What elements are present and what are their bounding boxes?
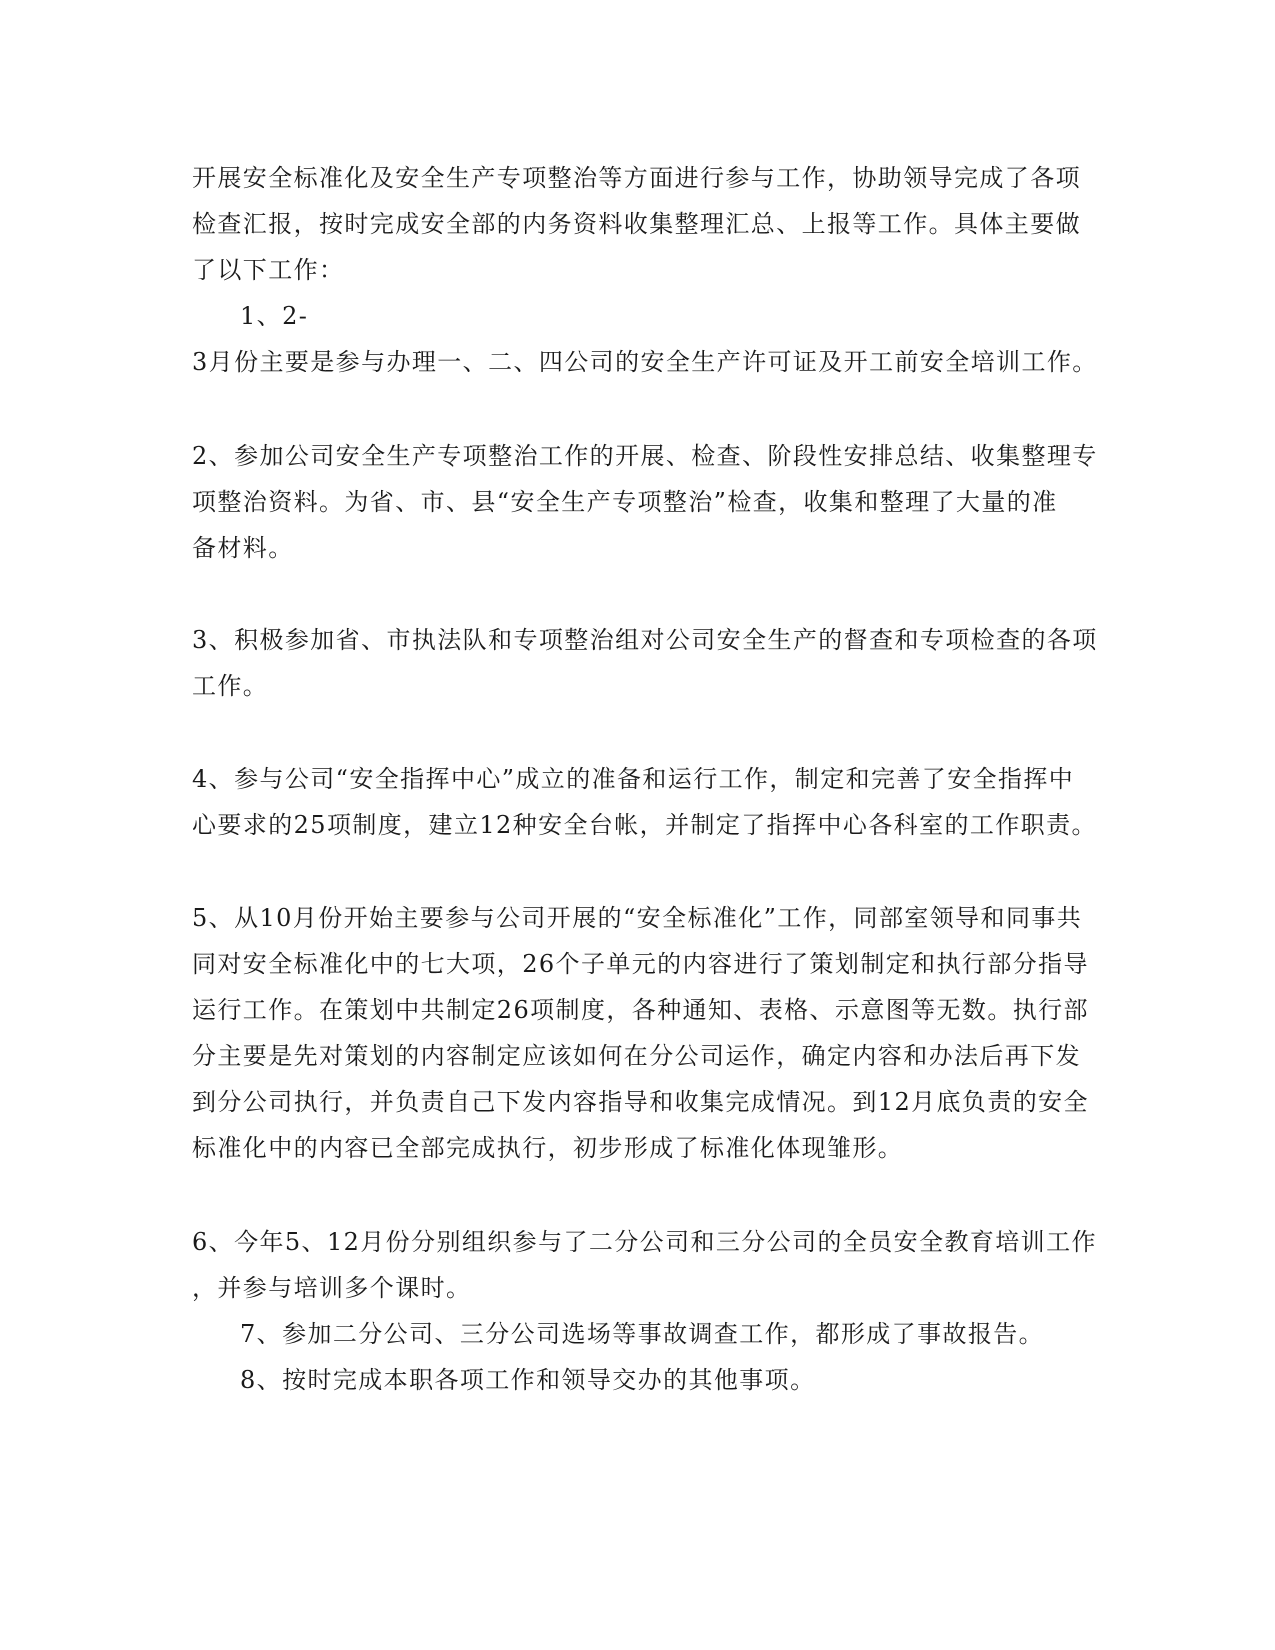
paragraph-line: 开展安全标准化及安全生产专项整治等方面进行参与工作，协助领导完成了各项 (192, 164, 1081, 192)
list-item-2-line: 2、参加公司安全生产专项整治工作的开展、检查、阶段性安排总结、收集整理专 (192, 442, 1098, 470)
list-item-1-text: 3月份主要是参与办理一、二、四公司的安全生产许可证及开工前安全培训工作。 (192, 348, 1098, 376)
list-item-7-line: 7、参加二分公司、三分公司选场等事故调查工作，都形成了事故报告。 (240, 1320, 1045, 1348)
list-item-4-line: 心要求的25项制度，建立12种安全台帐，并制定了指挥中心各科室的工作职责。 (192, 811, 1097, 839)
list-item-3-line: 3、积极参加省、市执法队和专项整治组对公司安全生产的督查和专项检查的各项 (192, 626, 1098, 654)
list-item-6-line: 6、今年5、12月份分别组织参与了二分公司和三分公司的全员安全教育培训工作 (192, 1228, 1097, 1256)
list-item-5-line: 分主要是先对策划的内容制定应该如何在分公司运作，确定内容和办法后再下发 (192, 1042, 1081, 1070)
paragraph-line: 了以下工作： (192, 256, 345, 284)
list-item-8-line: 8、按时完成本职各项工作和领导交办的其他事项。 (240, 1366, 816, 1394)
list-item-6-line: ，并参与培训多个课时。 (192, 1274, 472, 1302)
list-item-1-heading: 1、2- (240, 302, 309, 330)
list-item-5-line: 同对安全标准化中的七大项，26个子单元的内容进行了策划制定和执行部分指导 (192, 950, 1089, 978)
list-item-5-line: 运行工作。在策划中共制定26项制度，各种通知、表格、示意图等无数。执行部 (192, 996, 1089, 1024)
list-item-5-line: 5、从10月份开始主要参与公司开展的“安全标准化”工作，同部室领导和同事共 (192, 904, 1083, 932)
list-item-2-line: 备材料。 (192, 534, 294, 562)
list-item-5-line: 标准化中的内容已全部完成执行，初步形成了标准化体现雏形。 (192, 1134, 904, 1162)
list-item-3-line: 工作。 (192, 672, 269, 700)
list-item-2-line: 项整治资料。为省、市、县“安全生产专项整治”检查，收集和整理了大量的准 (192, 488, 1058, 516)
list-item-5-line: 到分公司执行，并负责自己下发内容指导和收集完成情况。到12月底负责的安全 (192, 1088, 1089, 1116)
paragraph-line: 检查汇报，按时完成安全部的内务资料收集整理汇总、上报等工作。具体主要做 (192, 210, 1081, 238)
list-item-4-line: 4、参与公司“安全指挥中心”成立的准备和运行工作，制定和完善了安全指挥中 (192, 765, 1075, 793)
